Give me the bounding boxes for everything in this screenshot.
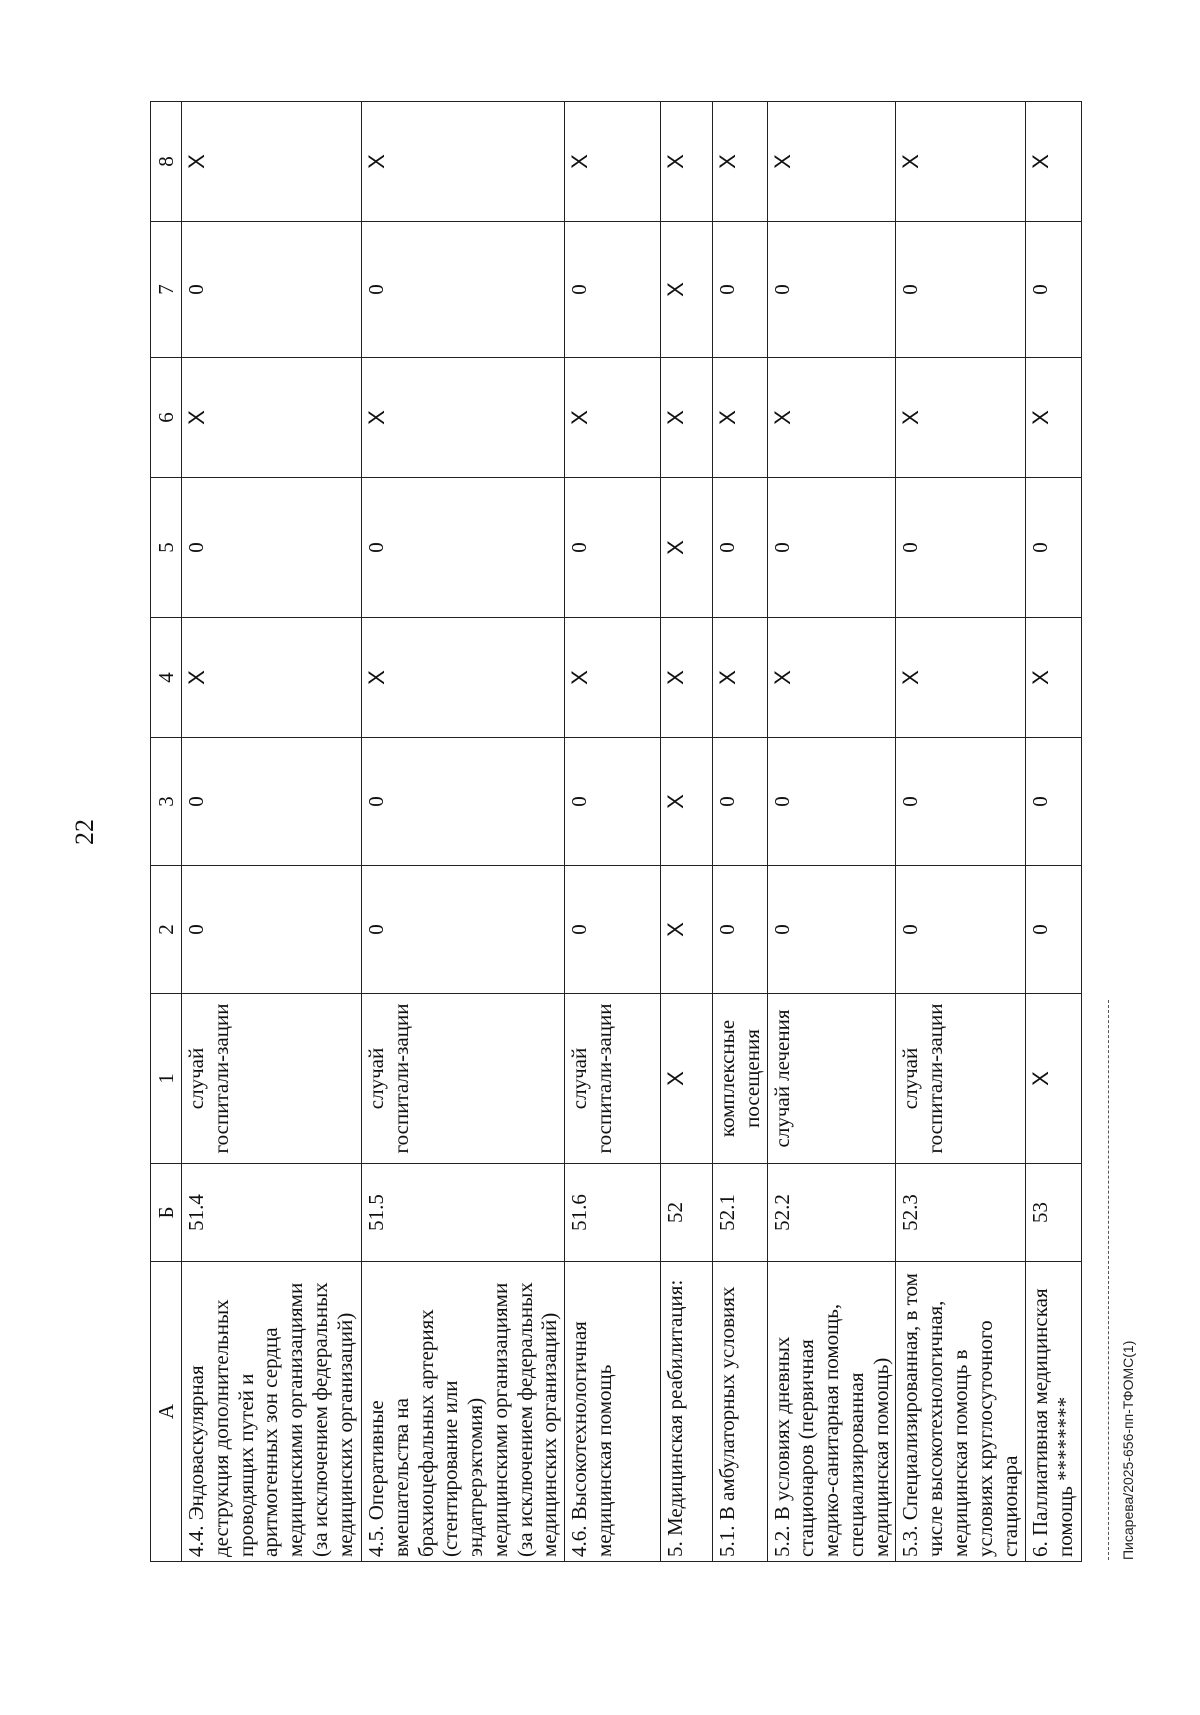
row-description: 4.5. Оперативные вмешательства на брахиоцефальных артериях (стентирование или эндатрерэктомия) медицинскими организациями (за исключением федеральных медицинских организаций) [362, 1262, 565, 1562]
row-unit: случай госпитали-зации [182, 994, 362, 1164]
row-unit: случай госпитали-зации [565, 994, 661, 1164]
row-code: 53 [1026, 1164, 1082, 1262]
cell-col-4: X [1026, 618, 1082, 738]
column-header: 6 [151, 358, 182, 478]
cell-col-7: 0 [362, 222, 565, 358]
cell-col-3: 0 [182, 738, 362, 866]
row-unit: случай лечения [767, 994, 896, 1164]
cell-col-7: 0 [713, 222, 768, 358]
header-row [151, 102, 182, 1562]
column-header: 2 [151, 866, 182, 994]
cell-col-5: 0 [362, 478, 565, 618]
cell-col-8: X [767, 102, 896, 222]
row-code: 51.6 [565, 1164, 661, 1262]
column-header: А [151, 1262, 182, 1562]
cell-col-3: 0 [362, 738, 565, 866]
table-row [362, 102, 565, 1562]
cell-col-7: X [661, 222, 713, 358]
cell-col-2: 0 [713, 866, 768, 994]
table-row [767, 102, 896, 1562]
cell-col-5: 0 [565, 478, 661, 618]
cell-col-8: X [896, 102, 1026, 222]
cell-col-4: X [896, 618, 1026, 738]
column-header: 3 [151, 738, 182, 866]
rotated-page [70, 102, 1078, 1562]
cell-col-3: 0 [713, 738, 768, 866]
cell-col-7: 0 [767, 222, 896, 358]
row-unit: случай госпитали-зации [896, 994, 1026, 1164]
cell-col-6: X [182, 358, 362, 478]
cell-col-5: 0 [713, 478, 768, 618]
cell-col-6: X [565, 358, 661, 478]
table-row [713, 102, 768, 1562]
cell-col-2: 0 [1026, 866, 1082, 994]
cell-col-6: X [713, 358, 768, 478]
cell-col-8: X [362, 102, 565, 222]
cell-col-3: 0 [896, 738, 1026, 866]
column-header: Б [151, 1164, 182, 1262]
cell-col-5: X [661, 478, 713, 618]
cell-col-2: 0 [182, 866, 362, 994]
table-row [182, 102, 362, 1562]
column-header: 1 [151, 994, 182, 1164]
row-description: 6. Паллиативная медицинская помощь ******** [1026, 1262, 1082, 1562]
column-header: 4 [151, 618, 182, 738]
cell-col-7: 0 [1026, 222, 1082, 358]
cell-col-4: X [182, 618, 362, 738]
cell-col-3: X [661, 738, 713, 866]
page-number: 22 [70, 819, 99, 845]
cell-col-8: X [661, 102, 713, 222]
table-row [896, 102, 1026, 1562]
cell-col-3: 0 [1026, 738, 1082, 866]
cell-col-5: 0 [182, 478, 362, 618]
cell-col-6: X [362, 358, 565, 478]
row-unit: комплексные посещения [713, 994, 768, 1164]
row-code: 52.2 [767, 1164, 896, 1262]
cell-col-4: X [713, 618, 768, 738]
cell-col-8: X [182, 102, 362, 222]
cell-col-4: X [767, 618, 896, 738]
row-description: 5.3. Специализированная, в том числе высокотехнологичная, медицинская помощь в условиях круглосуточного стационара [896, 1262, 1026, 1562]
cell-col-4: X [362, 618, 565, 738]
cell-col-6: X [767, 358, 896, 478]
cell-col-5: 0 [767, 478, 896, 618]
column-header: 7 [151, 222, 182, 358]
cell-col-8: X [565, 102, 661, 222]
cell-col-7: 0 [896, 222, 1026, 358]
column-header: 5 [151, 478, 182, 618]
cell-col-7: 0 [565, 222, 661, 358]
row-code: 52.1 [713, 1164, 768, 1262]
data-table [150, 101, 1082, 1562]
row-description: 5.2. В условиях дневных стационаров (первичная медико-санитарная помощь, специализированная медицинская помощь) [767, 1262, 896, 1562]
cell-col-2: 0 [896, 866, 1026, 994]
row-code: 52.3 [896, 1164, 1026, 1262]
cell-col-3: 0 [767, 738, 896, 866]
row-code: 52 [661, 1164, 713, 1262]
cell-col-6: X [661, 358, 713, 478]
row-unit: X [1026, 994, 1082, 1164]
cell-col-8: X [713, 102, 768, 222]
column-header: 8 [151, 102, 182, 222]
table-row [661, 102, 713, 1562]
cell-col-7: 0 [182, 222, 362, 358]
row-description: 5. Медицинская реабилитация: [661, 1262, 713, 1562]
row-description: 4.6. Высокотехнологичная медицинская помощь [565, 1262, 661, 1562]
cell-col-5: 0 [896, 478, 1026, 618]
cell-col-3: 0 [565, 738, 661, 866]
cell-col-8: X [1026, 102, 1082, 222]
footer-divider [1108, 1000, 1110, 1560]
table-row [565, 102, 661, 1562]
table-row [1026, 102, 1082, 1562]
cell-col-4: X [661, 618, 713, 738]
row-description: 5.1. В амбулаторных условиях [713, 1262, 768, 1562]
cell-col-5: 0 [1026, 478, 1082, 618]
cell-col-2: 0 [362, 866, 565, 994]
cell-col-6: X [896, 358, 1026, 478]
cell-col-2: X [661, 866, 713, 994]
cell-col-6: X [1026, 358, 1082, 478]
cell-col-4: X [565, 618, 661, 738]
row-unit: случай госпитали-зации [362, 994, 565, 1164]
row-unit: X [661, 994, 713, 1164]
cell-col-2: 0 [767, 866, 896, 994]
row-code: 51.5 [362, 1164, 565, 1262]
cell-col-2: 0 [565, 866, 661, 994]
row-description: 4.4. Эндоваскулярная деструкция дополнительных проводящих путей и аритмогенных зон сердца медицинскими организациями (за исключением федеральных медицинских организаций) [182, 1262, 362, 1562]
footer-doc-id: Писарева/2025-656-пп-ТФОМС(1) [1120, 1340, 1136, 1560]
row-code: 51.4 [182, 1164, 362, 1262]
